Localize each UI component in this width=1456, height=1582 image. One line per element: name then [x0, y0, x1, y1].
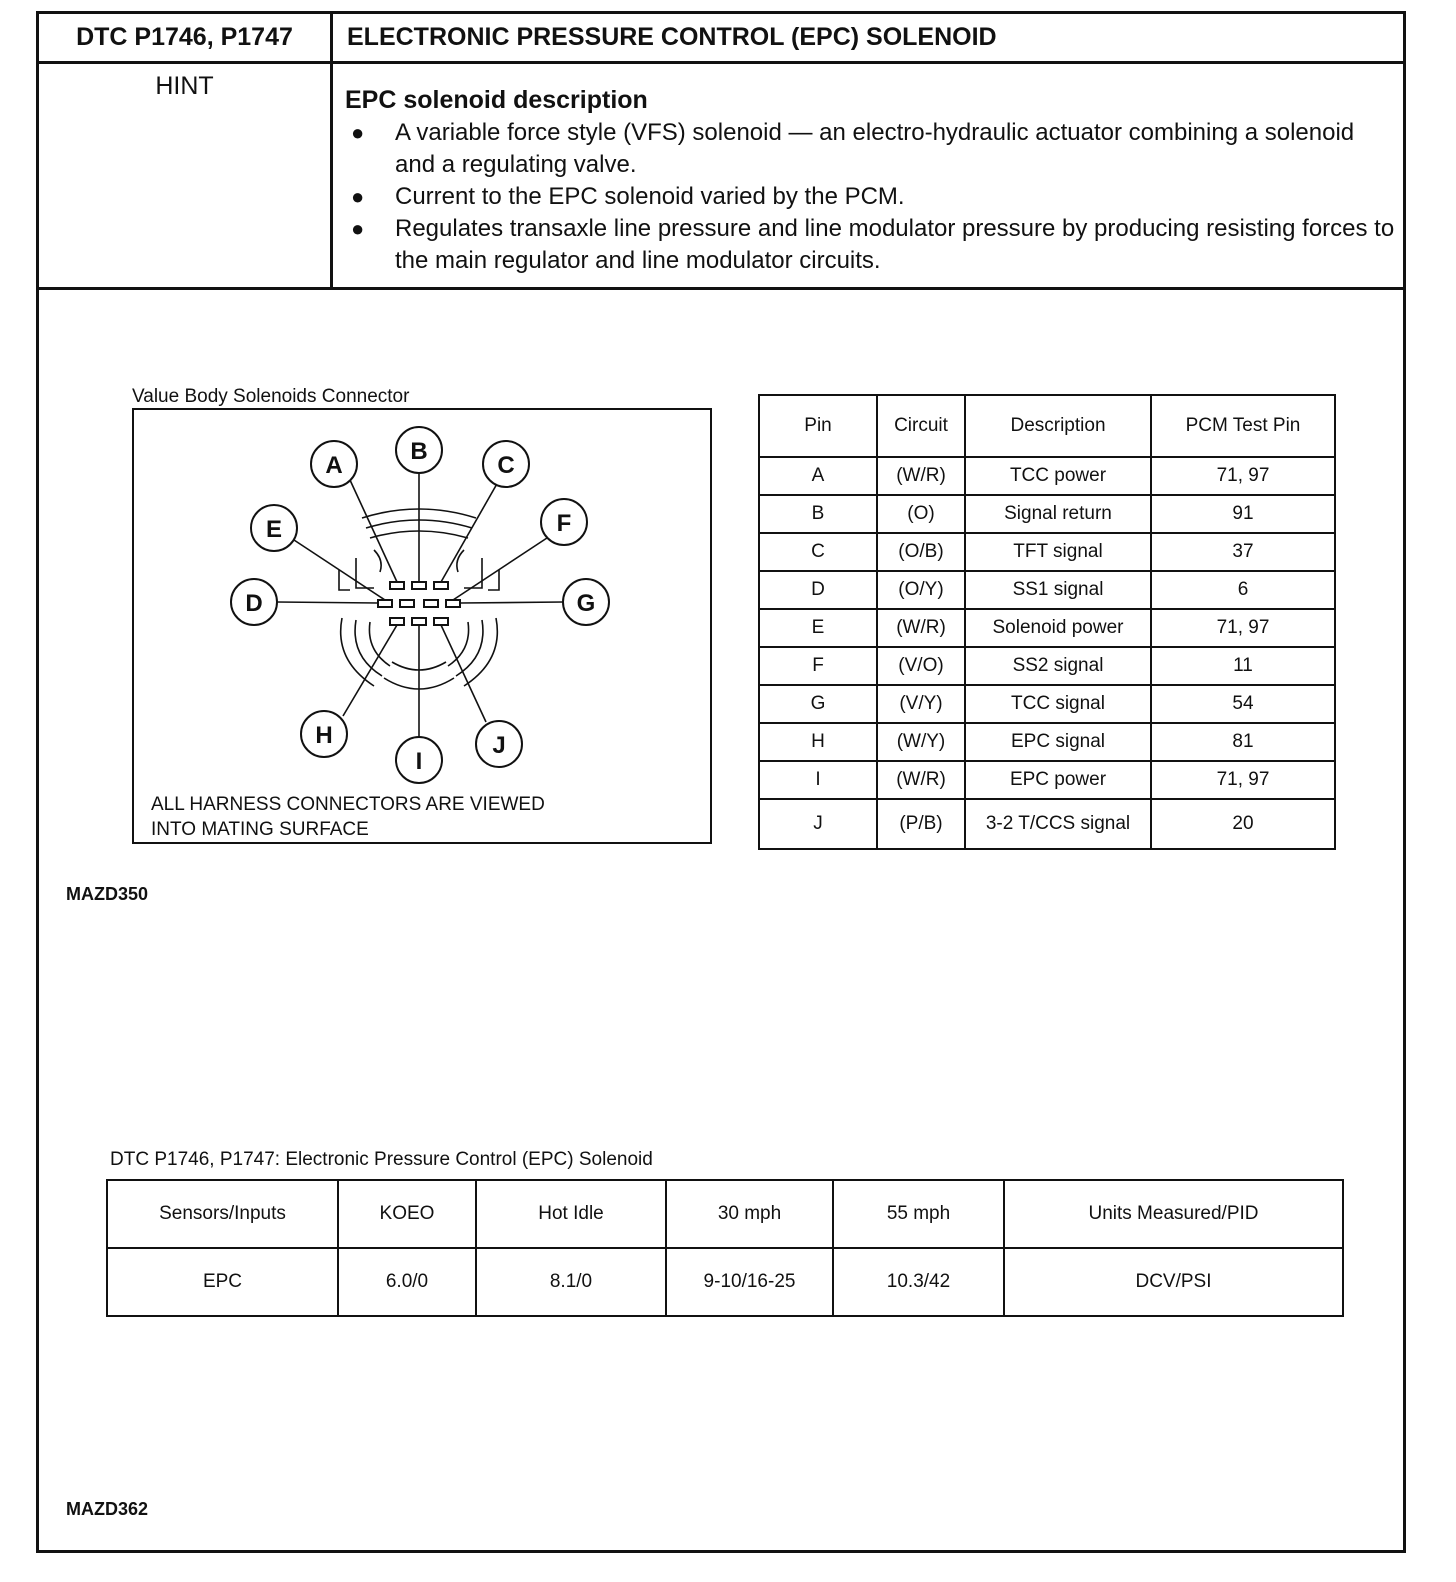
pin-c-label: C [497, 452, 515, 479]
cell-circuit: (O/B) [877, 533, 965, 571]
col-header-koeo: KOEO [338, 1180, 476, 1248]
col-header-pcm-test-pin: PCM Test Pin [1151, 395, 1335, 457]
pin-j-label: J [492, 732, 506, 759]
cell-hot-idle: 8.1/0 [476, 1248, 666, 1316]
cell-circuit: (P/B) [877, 799, 965, 849]
cell-description: SS2 signal [965, 647, 1151, 685]
table-row [759, 495, 1335, 533]
connector-drawing [134, 410, 710, 842]
bullet-icon: ● [351, 184, 365, 209]
cell-units: DCV/PSI [1004, 1248, 1343, 1316]
leader-lines [277, 474, 563, 740]
pin-d-label: D [245, 590, 263, 617]
cell-circuit: (O) [877, 495, 965, 533]
table-row [759, 457, 1335, 495]
cell-pin: A [759, 457, 877, 495]
col-header-circuit: Circuit [877, 395, 965, 457]
cell-pin: H [759, 723, 877, 761]
cell-pcm-pin: 54 [1151, 685, 1335, 723]
hint-bullet-text: A variable force style (VFS) solenoid — an electro-hydraulic actuator combining a solenoid and a regulating valve. [395, 119, 1355, 178]
hint-title: EPC solenoid description [345, 86, 648, 114]
pin-f-icon [541, 499, 587, 545]
table-row [759, 685, 1335, 723]
cell-pcm-pin: 71, 97 [1151, 609, 1335, 647]
cell-pcm-pin: 20 [1151, 799, 1335, 849]
cell-description: EPC signal [965, 723, 1151, 761]
pin-a-icon [311, 441, 357, 487]
table-row [759, 723, 1335, 761]
pin-j-icon [476, 721, 522, 767]
hint-bullet-text: Current to the EPC solenoid varied by the PCM. [395, 183, 905, 210]
table-row [107, 1248, 1343, 1316]
pin-table-header [759, 395, 1335, 457]
page-frame [36, 11, 1406, 1553]
pin-c-icon [483, 441, 529, 487]
cell-sensor: EPC [107, 1248, 338, 1316]
cell-pcm-pin: 81 [1151, 723, 1335, 761]
col-header-55mph: 55 mph [833, 1180, 1004, 1248]
cell-circuit: (W/R) [877, 457, 965, 495]
cell-description: 3-2 T/CCS signal [965, 799, 1151, 849]
hint-bullet [345, 213, 1395, 277]
pin-e-icon [251, 505, 297, 551]
cell-pcm-pin: 6 [1151, 571, 1335, 609]
pin-i-label: I [415, 748, 423, 775]
pin-h-label: H [315, 722, 333, 749]
cell-circuit: (W/Y) [877, 723, 965, 761]
cell-pin: B [759, 495, 877, 533]
hint-bullet [345, 181, 1395, 213]
hint-bullet-list [345, 117, 1395, 277]
diagram-note-line: ALL HARNESS CONNECTORS ARE VIEWED [151, 794, 545, 815]
figure-code: MAZD350 [66, 884, 149, 904]
hint-label: HINT [39, 64, 333, 287]
pin-table [758, 394, 1336, 850]
cell-30mph: 9-10/16-25 [666, 1248, 833, 1316]
cell-pin: D [759, 571, 877, 609]
table-row [759, 533, 1335, 571]
pin-i-icon [396, 737, 442, 783]
cell-circuit: (V/O) [877, 647, 965, 685]
pin-e-label: E [265, 516, 283, 543]
cell-description: TFT signal [965, 533, 1151, 571]
pin-f-label: F [556, 510, 572, 537]
cell-pin: G [759, 685, 877, 723]
cell-pcm-pin: 71, 97 [1151, 457, 1335, 495]
pin-g-icon [563, 579, 609, 625]
pid-table [106, 1179, 1344, 1317]
hint-bullet-text: Regulates transaxle line pressure and line modulator pressure by producing resisting forces to the main regulator and line modulator circuits. [395, 215, 1395, 274]
cell-description: TCC power [965, 457, 1151, 495]
dtc-code: DTC P1746, P1747 [39, 14, 333, 61]
cell-pcm-pin: 11 [1151, 647, 1335, 685]
cell-circuit: (V/Y) [877, 685, 965, 723]
hint-bullet [345, 117, 1395, 181]
cell-pin: F [759, 647, 877, 685]
cell-pin: E [759, 609, 877, 647]
cell-description: EPC power [965, 761, 1151, 799]
hint-row [39, 64, 1403, 290]
bullet-icon: ● [351, 216, 365, 241]
table-row [759, 609, 1335, 647]
table-row [759, 799, 1335, 849]
table-row [759, 647, 1335, 685]
diagram-note-line: INTO MATING SURFACE [151, 819, 369, 840]
terminal-slots [378, 582, 460, 625]
pin-d-icon [231, 579, 277, 625]
cell-description: TCC signal [965, 685, 1151, 723]
pin-b-icon [396, 427, 442, 473]
cell-pcm-pin: 71, 97 [1151, 761, 1335, 799]
cell-pin: J [759, 799, 877, 849]
cell-circuit: (O/Y) [877, 571, 965, 609]
cell-description: SS1 signal [965, 571, 1151, 609]
cell-circuit: (W/R) [877, 761, 965, 799]
header-row [39, 14, 1403, 64]
cell-55mph: 10.3/42 [833, 1248, 1004, 1316]
pid-table-title: DTC P1746, P1747: Electronic Pressure Control (EPC) Solenoid [110, 1149, 653, 1170]
cell-koeo: 6.0/0 [338, 1248, 476, 1316]
table-row [759, 761, 1335, 799]
col-header-sensors: Sensors/Inputs [107, 1180, 338, 1248]
figure-code: MAZD362 [66, 1499, 149, 1519]
col-header-description: Description [965, 395, 1151, 457]
col-header-units: Units Measured/PID [1004, 1180, 1343, 1248]
pin-b-label: B [410, 438, 428, 465]
page-title: ELECTRONIC PRESSURE CONTROL (EPC) SOLENOID [347, 23, 997, 51]
col-header-hot-idle: Hot Idle [476, 1180, 666, 1248]
cell-description: Signal return [965, 495, 1151, 533]
pid-table-header [107, 1180, 1343, 1248]
diagram-title: Value Body Solenoids Connector [132, 386, 410, 407]
pin-a-label: A [325, 452, 343, 479]
connector-diagram [132, 408, 712, 844]
cell-pin: I [759, 761, 877, 799]
cell-pin: C [759, 533, 877, 571]
hint-content [345, 86, 1395, 277]
col-header-pin: Pin [759, 395, 877, 457]
cell-circuit: (W/R) [877, 609, 965, 647]
diagram-note [151, 792, 545, 842]
pin-h-icon [301, 711, 347, 757]
col-header-30mph: 30 mph [666, 1180, 833, 1248]
cell-description: Solenoid power [965, 609, 1151, 647]
pin-g-label: G [576, 590, 596, 617]
cell-pcm-pin: 37 [1151, 533, 1335, 571]
bullet-icon: ● [351, 120, 365, 145]
cell-pcm-pin: 91 [1151, 495, 1335, 533]
table-row [759, 571, 1335, 609]
